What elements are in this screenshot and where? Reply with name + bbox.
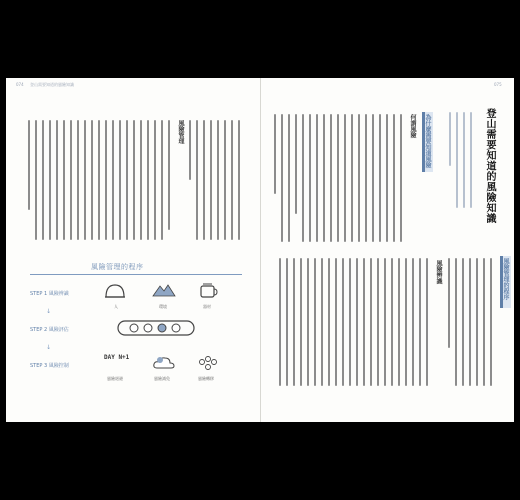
cooking-pot-icon (198, 280, 218, 300)
heading-what-is-risk: 何謂風險 (409, 114, 416, 138)
gutter (260, 78, 261, 422)
step-2-label: STEP 2 風險評估 (30, 327, 69, 333)
caption-people: 人 (114, 304, 118, 309)
arrow-down-icon: ↓ (46, 344, 52, 351)
helmet-icon (104, 282, 126, 300)
section-title: 為什麼需要知道風險 (424, 114, 431, 168)
people-group-icon (196, 354, 220, 372)
step-3-label: STEP 3 風險控制 (30, 363, 69, 369)
book-spread (6, 78, 514, 422)
caption-reduce: 風險減免 (154, 376, 170, 381)
left-running-head: 登山需要知道的風險知識 (30, 82, 74, 87)
caption-environment: 環境 (159, 304, 167, 309)
caption-avoid: 風險迴避 (107, 376, 123, 381)
day-n-plus-1-icon: DAY N+1 (104, 354, 130, 361)
flow-title: 風險管理的程序 (91, 263, 144, 271)
flow-rule (30, 274, 242, 275)
mountain-icon (152, 282, 176, 298)
arrow-down-icon: ↓ (46, 308, 52, 315)
left-heading: 風險管理 (177, 120, 184, 144)
right-folio: 075 (494, 82, 502, 87)
step-1-label: STEP 1 風險辨識 (30, 291, 69, 297)
caption-gear: 器材 (203, 304, 211, 309)
cloud-icon (152, 354, 176, 372)
heading-risk-procedure: 風險管理的程序 (502, 258, 509, 300)
caption-transfer: 風險轉移 (198, 376, 214, 381)
heading-risk-identification: 風險辨識 (435, 260, 442, 284)
chapter-title: 登山需要知道的風險知識 (484, 108, 495, 224)
risk-meter-icon (116, 318, 196, 338)
left-folio: 074 (16, 82, 24, 87)
